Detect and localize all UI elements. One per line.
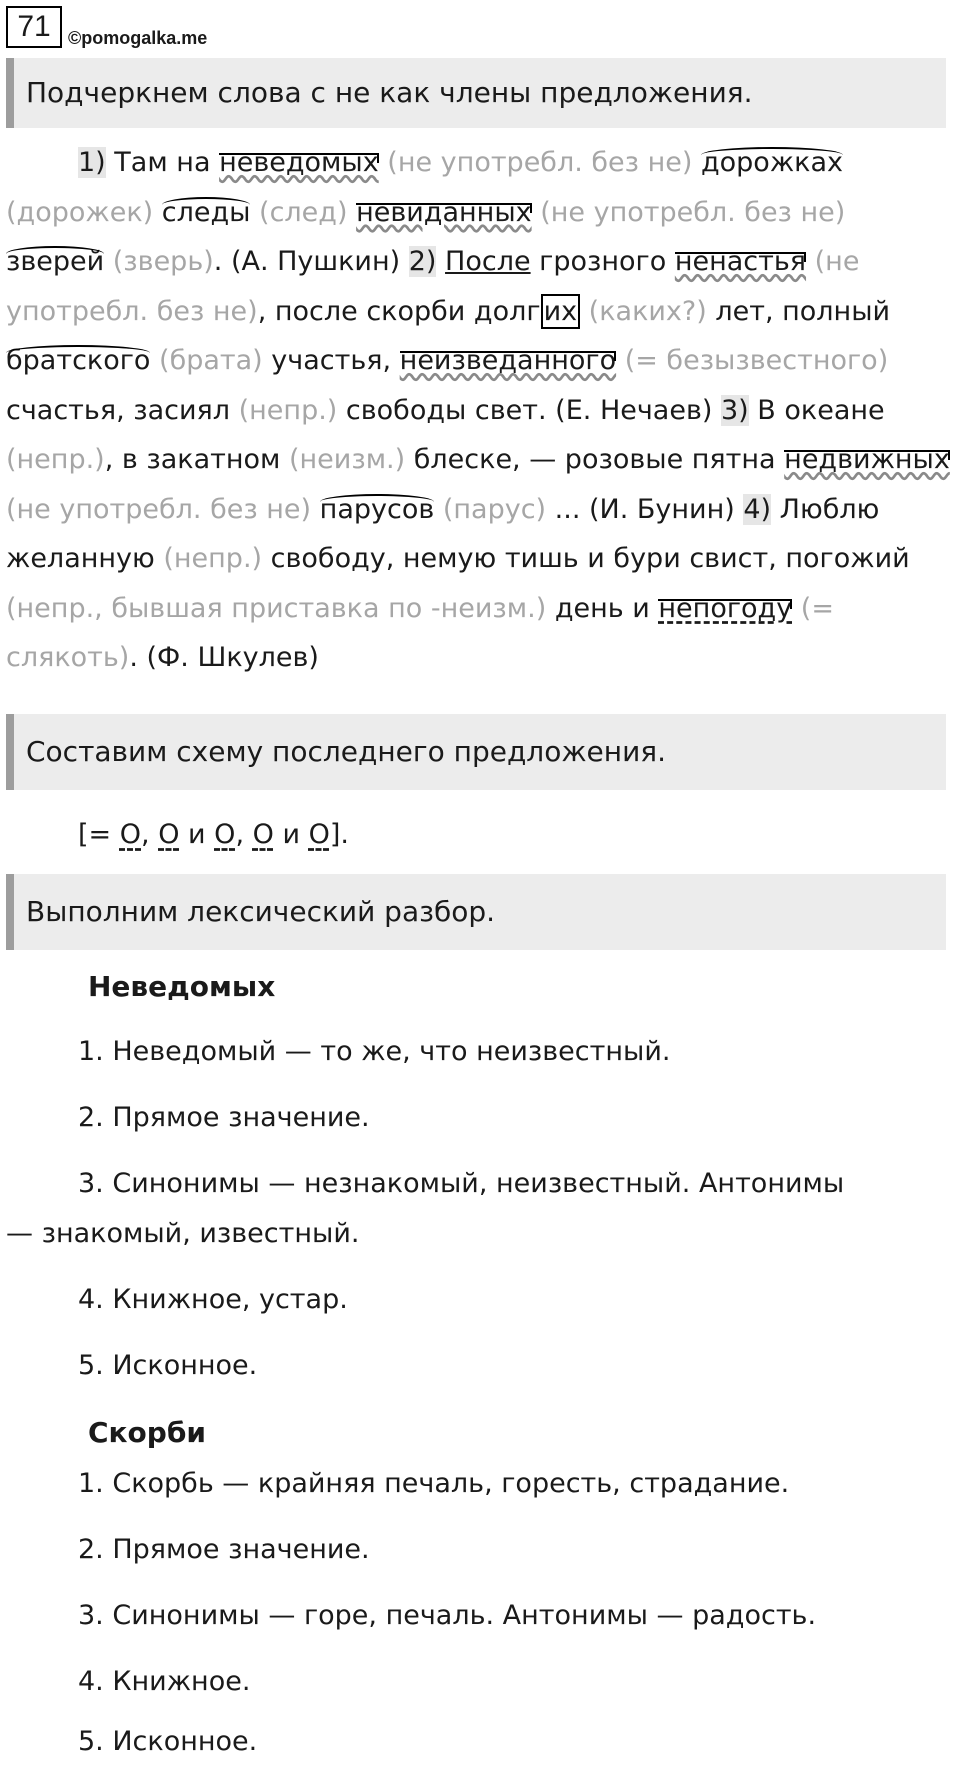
text: В океане <box>748 394 885 426</box>
gray-note: (непр.) <box>230 394 338 426</box>
comma: , <box>141 819 159 850</box>
site-watermark: ©pomogalka.me <box>68 28 208 48</box>
gray-note: (каких?) <box>580 295 707 327</box>
gray-note: (непр.) <box>154 543 263 574</box>
word-nenastya: ненастья <box>674 246 807 277</box>
word-zverey: зверей <box>6 246 105 277</box>
section-title: Подчеркнем слова с не как члены предложения. <box>26 76 753 109</box>
section-header-underline <box>6 58 946 128</box>
list-item: 4. Книжное. <box>78 1666 251 1697</box>
sentence-number: 4) <box>743 493 772 525</box>
scheme-object: О <box>308 819 330 850</box>
section-title: Выполним лексический разбор. <box>26 895 496 928</box>
sentence-analysis <box>6 138 950 683</box>
text: свободу, немую тишь и бури свист, погожий <box>262 543 910 574</box>
text: , в закатном <box>104 444 281 475</box>
text: ... (И. Бунин) <box>546 493 744 525</box>
gray-note: (зверь) <box>104 246 214 277</box>
sentence-number: 3) <box>721 394 749 426</box>
word-bratskogo: братского <box>6 345 151 376</box>
gray-note: (не употребл. без не) <box>6 246 860 327</box>
text <box>436 246 445 277</box>
text: . (А. Пушкин) <box>213 246 409 277</box>
gray-note: (= безызвестного) <box>616 345 889 376</box>
conjunction: и <box>179 819 215 850</box>
word-posle: После <box>445 246 531 277</box>
word-nevidannyh: невиданных <box>356 196 532 228</box>
word-nepogodu: непогоду <box>658 592 793 624</box>
gray-note: (след) <box>250 196 357 228</box>
list-item: 5. Исконное. <box>78 1350 258 1381</box>
scheme-object: О <box>158 819 180 850</box>
gray-note: (не употребл. без не) <box>378 147 701 178</box>
gray-note: (брата) <box>150 345 263 376</box>
task-number: 71 <box>6 6 62 48</box>
ending-ih: их <box>541 294 581 329</box>
gray-note: (неизм.) <box>280 444 406 475</box>
list-item: 1. Неведомый — то же, что неизвестный. <box>78 1036 671 1067</box>
gray-note: (не употребл. без не) <box>6 493 320 525</box>
text: Там на <box>105 147 220 178</box>
list-item: 3. Синонимы — незнакомый, неизвестный. Антонимы <box>78 1168 845 1199</box>
gray-note: (= слякоть) <box>6 592 834 673</box>
list-item: 1. Скорбь — крайняя печаль, горесть, страдание. <box>78 1468 790 1499</box>
scheme-object: О <box>252 819 274 850</box>
text: . (Ф. Шкулев) <box>129 642 319 673</box>
gray-note: (не употребл. без не) <box>531 196 846 228</box>
gray-note: (непр., бывшая приставка по -неизм.) <box>6 592 547 624</box>
section-title: Составим схему последнего предложения. <box>26 735 667 768</box>
word-parusov: парусов <box>319 493 435 525</box>
word-neizvedannogo: неизведанного <box>399 345 617 376</box>
text: свободы свет. (Е. Нечаев) <box>337 394 721 426</box>
word-dorozhkah: дорожках <box>700 147 843 178</box>
word-title-skorbi: Скорби <box>88 1416 207 1449</box>
word-title-nevedomyh: Неведомых <box>88 970 276 1003</box>
comma: , <box>235 819 253 850</box>
list-item: 2. Прямое значение. <box>78 1534 370 1565</box>
gray-note: (парус) <box>434 493 547 525</box>
list-item: 3. Синонимы — горе, печаль. Антонимы — радость. <box>78 1600 817 1631</box>
list-item: 5. Исконное. <box>78 1726 258 1757</box>
list-item: 2. Прямое значение. <box>78 1102 370 1133</box>
word-nedvizhnyh: недвижных <box>784 444 950 475</box>
text: участья, <box>262 345 400 376</box>
scheme-object: О <box>119 819 142 850</box>
sentence-number: 2) <box>408 246 437 277</box>
text: лет, полный <box>706 295 891 327</box>
word-sledy: следы <box>161 196 251 228</box>
gray-note: (дорожек) <box>6 196 162 228</box>
list-item: — знакомый, известный. <box>6 1218 360 1249</box>
list-item: 4. Книжное, устар. <box>78 1284 348 1315</box>
text: Люблю желанную <box>6 493 880 574</box>
word-nevedomyh: неведомых <box>219 147 379 178</box>
conjunction: и <box>273 819 309 850</box>
bracket-open: [= <box>78 819 120 850</box>
scheme-object: О <box>214 819 236 850</box>
sentence-number: 1) <box>78 147 106 178</box>
text: блеске, — розовые пятна <box>405 444 785 475</box>
text: счастья, засиял <box>6 394 231 426</box>
text: , после скорби долг <box>257 295 541 327</box>
section-header-lexical <box>6 874 946 950</box>
bracket-close: ]. <box>329 819 349 850</box>
text: день и <box>546 592 659 624</box>
sentence-scheme <box>78 810 349 860</box>
text: грозного <box>530 246 675 277</box>
section-header-scheme <box>6 714 946 790</box>
gray-note: (непр.) <box>6 444 105 475</box>
